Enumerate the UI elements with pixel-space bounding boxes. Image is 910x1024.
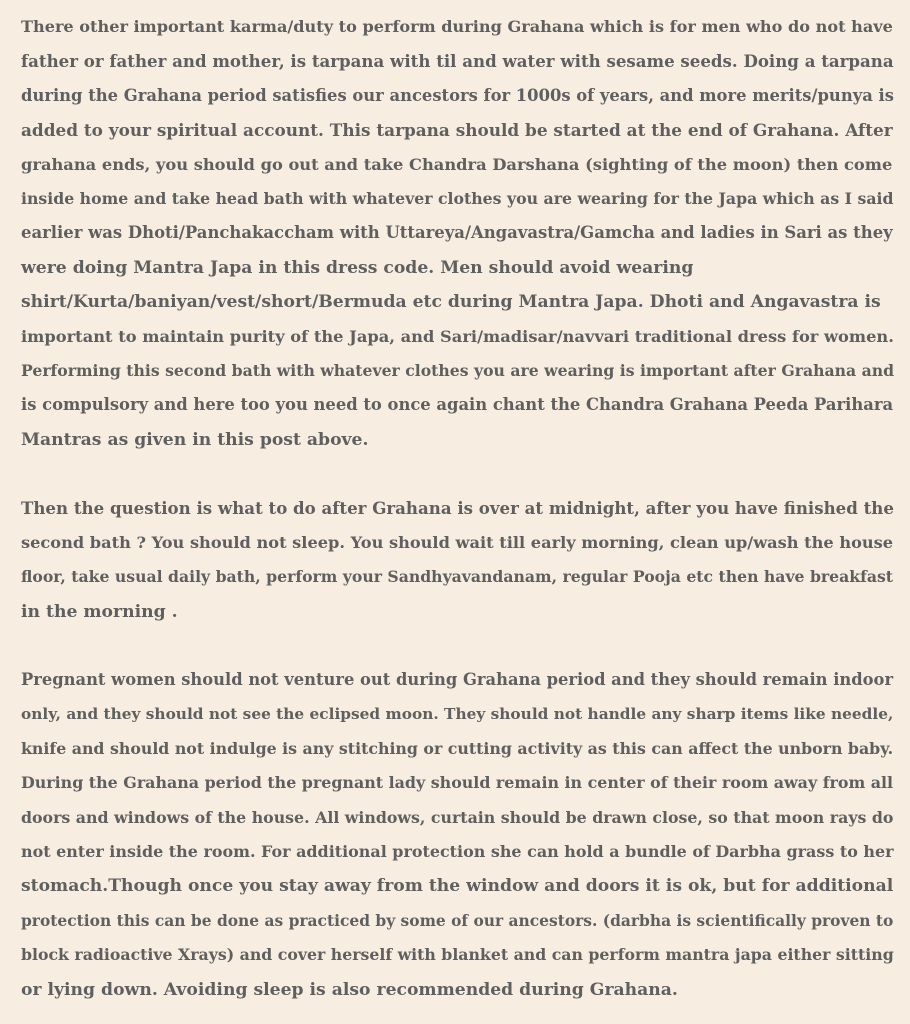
paragraph-pregnant-women bbox=[21, 663, 893, 1007]
text-line: block radioactive Xrays) and cover herself with blanket and can perform mantra japa either sitting bbox=[21, 945, 894, 965]
text-line: Mantras as given in this post above. bbox=[21, 429, 369, 450]
text-line: doors and windows of the house. All windows, curtain should be drawn close, so that moon rays do bbox=[21, 807, 894, 827]
text-line: not enter inside the room. For additional protection she can hold a bundle of Darbha grass to her bbox=[21, 841, 894, 861]
text-line: added to your spiritual account. This tarpana should be started at the end of Grahana. After bbox=[21, 120, 893, 141]
text-line: shirt/Kurta/baniyan/vest/short/Bermuda etc during Mantra Japa. Dhoti and Angavastra is bbox=[21, 292, 881, 313]
text-line: floor, take usual daily bath, perform your Sandhyavandanam, regular Pooja etc then have breakfast bbox=[21, 567, 894, 587]
paragraph-after-grahana bbox=[21, 491, 893, 629]
text-line: Then the question is what to do after Grahana is over at midnight, after you have finished the bbox=[21, 498, 894, 519]
text-line: is compulsory and here too you need to once again chant the Chandra Grahana Peeda Parihara bbox=[21, 395, 894, 415]
text-line: earlier was Dhoti/Panchakaccham with Uttareya/Angavastra/Gamcha and ladies in Sari as they bbox=[21, 223, 893, 243]
text-line: inside home and take head bath with whatever clothes you are wearing for the Japa which as I said bbox=[21, 189, 894, 209]
text-line: only, and they should not see the eclipsed moon. They should not handle any sharp items like needle, bbox=[21, 705, 894, 724]
text-line: father or father and mother, is tarpana with til and water with sesame seeds. Doing a tarpana bbox=[21, 51, 894, 72]
text-line: important to maintain purity of the Japa, and Sari/madisar/navvari traditional dress for women. bbox=[21, 326, 894, 346]
text-line: during the Grahana period satisfies our ancestors for 1000s of years, and more merits/punya is bbox=[21, 85, 894, 105]
text-line: or lying down. Avoiding sleep is also recommended during Grahana. bbox=[21, 979, 678, 1000]
text-line: second bath ? You should not sleep. You should wait till early morning, clean up/wash the house bbox=[21, 532, 894, 552]
text-line: Pregnant women should not venture out during Grahana period and they should remain indoor bbox=[21, 669, 894, 689]
text-line: grahana ends, you should go out and take Chandra Darshana (sighting of the moon) then come bbox=[21, 154, 893, 174]
text-line: During the Grahana period the pregnant lady should remain in center of their room away from all bbox=[21, 773, 894, 793]
text-line: stomach.Though once you stay away from the window and doors it is ok, but for additional bbox=[21, 876, 894, 897]
text-line: knife and should not indulge is any stitching or cutting activity as this can affect the unborn baby. bbox=[21, 738, 894, 758]
text-line: Performing this second bath with whatever clothes you are wearing is important after Grahana and bbox=[21, 361, 895, 381]
text-line: were doing Mantra Japa in this dress code. Men should avoid wearing bbox=[21, 257, 694, 278]
text-line: in the morning . bbox=[21, 601, 178, 622]
text-line: There other important karma/duty to perform during Grahana which is for men who do not have bbox=[21, 17, 893, 36]
paragraph-tarpana bbox=[21, 10, 893, 457]
text-line: protection this can be done as practiced by some of our ancestors. (darbha is scientifically proven to bbox=[21, 910, 894, 930]
article-body bbox=[21, 10, 893, 1007]
